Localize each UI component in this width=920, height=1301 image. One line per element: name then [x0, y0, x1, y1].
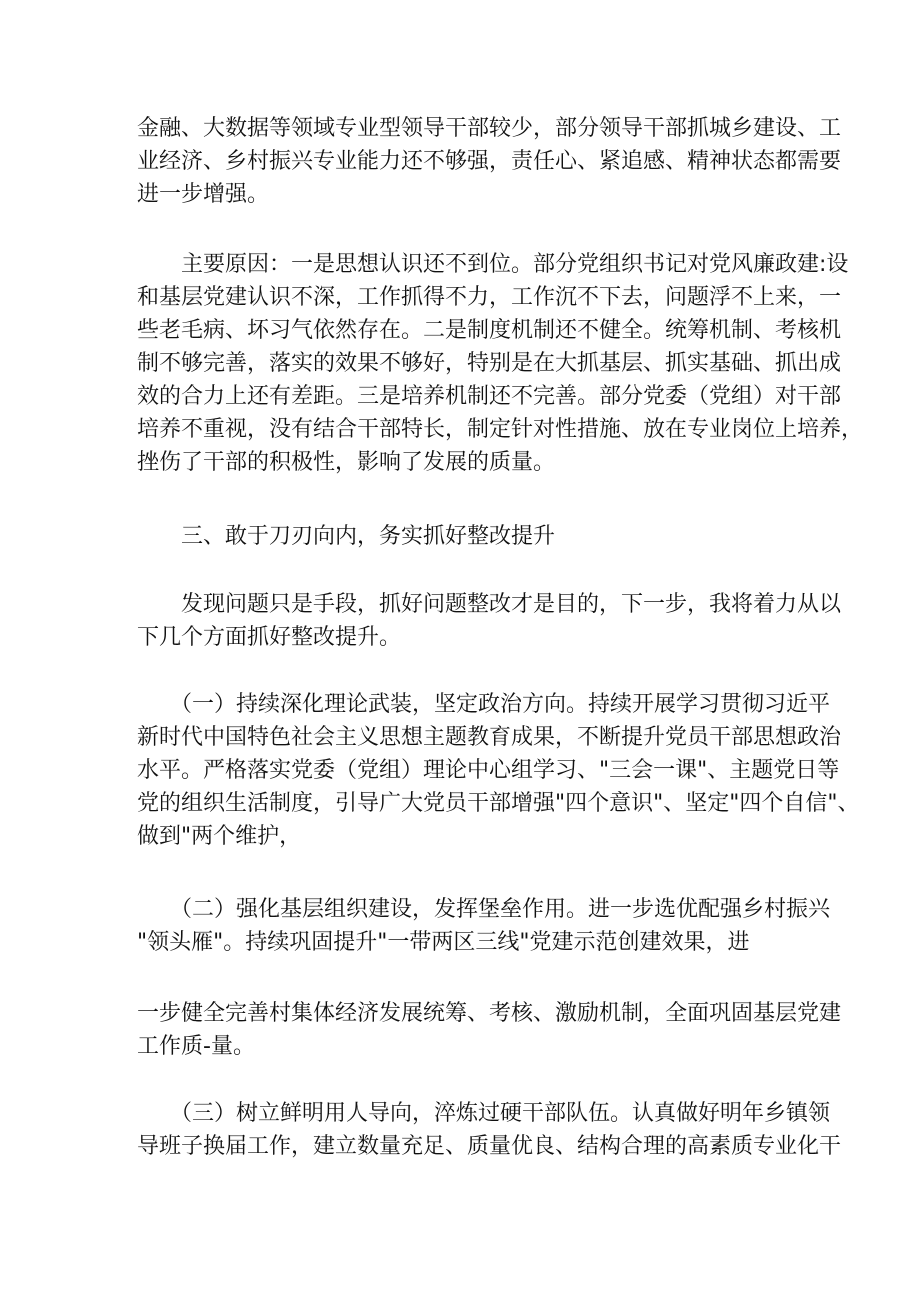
text-line: （三）树立鲜明用人导向，淬炼过硬干部队伍。认真做好明年乡镇领: [137, 1101, 831, 1126]
paragraph-item-one: [137, 688, 860, 853]
text-line: 挫伤了干部的积极性，影响了发展的质量。: [137, 450, 556, 475]
text-line: 和基层党建认识不深，工作抓得不力，工作沉不下去，问题浮不上来，一: [137, 285, 842, 310]
heading-line: 三、敢于刀刃向内，务实抓好整改提升: [137, 524, 556, 549]
text-line: 下几个方面抓好整改提升。: [137, 625, 402, 650]
text-line: 做到"两个维护，: [137, 824, 302, 849]
text-line: 党的组织生活制度，引导广大党员干部增强"四个意识"、坚定"四个自信"、: [137, 791, 860, 816]
text-line: 水平。严格落实党委（党组）理论中心组学习、"三会一课"、主题党日等: [137, 758, 840, 783]
paragraph-item-three: [137, 1097, 842, 1163]
text-line: 培养不重视，没有结合干部特长，制定针对性措施、放在专业岗位上培养，: [137, 417, 864, 442]
text-line: 金融、大数据等领域专业型领导干部较少，部分领导干部抓城乡建设、工: [137, 116, 842, 141]
paragraph-main-causes: [137, 248, 864, 479]
text-line: 主要原因：一是思想认识还不到位。部分党组织书记对党风廉政建:设: [137, 252, 849, 277]
text-line: "领头雁"。持续巩固提升"一带两区三线"党建示范创建效果，进: [137, 930, 750, 955]
paragraph-rectification-intro: [137, 588, 842, 654]
text-line: 一步健全完善村集体经济发展统筹、考核、激励机制，全面巩固基层党建: [137, 1001, 842, 1026]
text-line: 效的合力上还有差距。三是培养机制还不完善。部分党委（党组）对干部: [137, 384, 842, 409]
paragraph-item-two-continued: [137, 997, 842, 1063]
text-line: 工作质-量。: [137, 1034, 255, 1059]
paragraph-item-two: [137, 893, 831, 959]
text-line: 发现问题只是手段，抓好问题整改才是目的，下一步，我将着力从以: [137, 592, 842, 617]
text-line: 新时代中国特色社会主义思想主题教育成果，不断提升党员干部思想政治: [137, 725, 842, 750]
paragraph-skill-gaps: [137, 112, 842, 211]
text-line: 些老毛病、坏习气依然存在。二是制度机制还不健全。统筹机制、考核机: [137, 318, 842, 343]
text-line: （二）强化基层组织建设，发挥堡垒作用。进一步选优配强乡村振兴: [137, 897, 831, 922]
text-line: 业经济、乡村振兴专业能力还不够强，责任心、紧追感、精神状态都需要: [137, 149, 842, 174]
section-heading: [137, 520, 797, 553]
text-line: （一）持续深化理论武装，坚定政治方向。持续开展学习贯彻习近平: [137, 692, 831, 717]
text-line: 导班子换届工作，建立数量充足、质量优良、结构合理的高素质专业化干: [137, 1134, 842, 1159]
text-line: 进一步增强。: [137, 182, 270, 207]
text-line: 制不够完善，落实的效果不够好，特别是在大抓基层、抓实基础、抓出成: [137, 351, 842, 376]
